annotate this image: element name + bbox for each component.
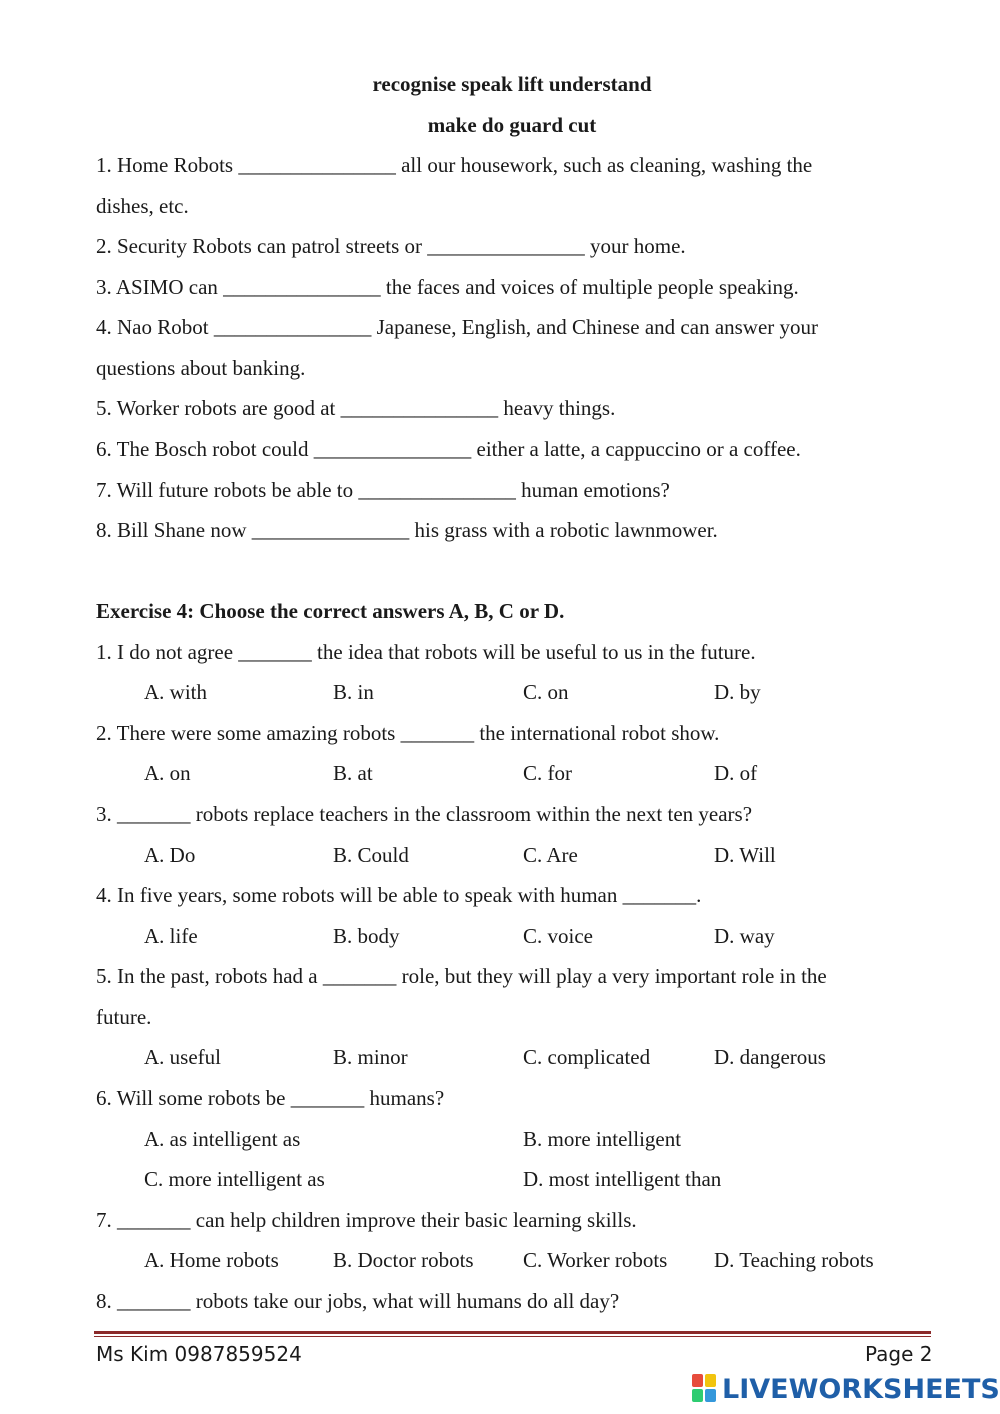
- ex4-q7-option-d: D. Teaching robots: [714, 1248, 874, 1272]
- ex4-q7-option-a: A. Home robots: [144, 1248, 279, 1272]
- ex4-q6-option-c: C. more intelligent as: [144, 1167, 325, 1191]
- ex4-q1-option-d: D. by: [714, 680, 761, 704]
- ex4-q5-option-a: A. useful: [144, 1045, 221, 1069]
- ex4-q6-option-b: B. more intelligent: [523, 1127, 682, 1151]
- liveworksheets-mark-icon: [692, 1374, 718, 1404]
- ex4-q5-option-c: C. complicated: [523, 1045, 651, 1069]
- ex4-q4-option-d: D. way: [714, 924, 775, 948]
- footer-author: Ms Kim 0987859524: [96, 1342, 302, 1366]
- ex4-q7-option-c: C. Worker robots: [523, 1248, 668, 1272]
- ex4-q2-option-c: C. for: [523, 761, 572, 785]
- liveworksheets-logo: [692, 1372, 1000, 1406]
- ex4-q5-option-d: D. dangerous: [714, 1045, 826, 1069]
- ex4-q3-option-c: C. Are: [523, 843, 578, 867]
- exercise-4-title: Exercise 4: Choose the correct answers A, B, C or D.: [96, 599, 565, 623]
- ex4-question-1: 1. I do not agree _______ the idea that robots will be useful to us in the future.: [96, 640, 756, 664]
- ex3-item-8: 8. Bill Shane now _______________ his grass with a robotic lawnmower.: [96, 518, 718, 542]
- ex4-q1-option-b: B. in: [333, 680, 374, 704]
- ex4-question-8: 8. _______ robots take our jobs, what will humans do all day?: [96, 1289, 620, 1313]
- ex4-q5-option-b: B. minor: [333, 1045, 408, 1069]
- ex4-question-3: 3. _______ robots replace teachers in the classroom within the next ten years?: [96, 802, 753, 826]
- footer-rule-thin: [94, 1336, 931, 1337]
- ex3-item-1: 1. Home Robots _______________ all our housework, such as cleaning, washing the: [96, 153, 813, 177]
- ex4-question-6: 6. Will some robots be _______ humans?: [96, 1086, 445, 1110]
- ex4-question-7: 7. _______ can help children improve their basic learning skills.: [96, 1208, 637, 1232]
- liveworksheets-wordmark: LIVEWORKSHEETS: [722, 1373, 1000, 1405]
- ex3-item-6: 6. The Bosch robot could _______________ either a latte, a cappuccino or a coffee.: [96, 437, 801, 461]
- ex4-q1-option-c: C. on: [523, 680, 569, 704]
- ex3-item-1-cont: dishes, etc.: [96, 194, 189, 218]
- ex4-q7-option-b: B. Doctor robots: [333, 1248, 474, 1272]
- footer-rule-thick: [94, 1331, 931, 1334]
- ex3-item-3: 3. ASIMO can _______________ the faces and voices of multiple people speaking.: [96, 275, 799, 299]
- ex4-q3-option-a: A. Do: [144, 843, 196, 867]
- ex4-q3-option-b: B. Could: [333, 843, 409, 867]
- ex4-q2-option-d: D. of: [714, 761, 758, 785]
- footer-page-number: Page 2: [865, 1342, 933, 1366]
- ex4-q4-option-c: C. voice: [523, 924, 593, 948]
- word-box-row-2: make do guard cut: [427, 113, 597, 137]
- ex4-question-4: 4. In five years, some robots will be able to speak with human _______.: [96, 883, 702, 907]
- ex4-q2-option-b: B. at: [333, 761, 373, 785]
- word-box-row-1: recognise speak lift understand: [372, 72, 652, 96]
- ex3-item-4: 4. Nao Robot _______________ Japanese, English, and Chinese and can answer your: [96, 315, 819, 339]
- ex4-question-5-cont: future.: [96, 1005, 152, 1029]
- ex4-q1-option-a: A. with: [144, 680, 207, 704]
- ex4-q6-option-d: D. most intelligent than: [523, 1167, 722, 1191]
- ex4-q3-option-d: D. Will: [714, 843, 776, 867]
- ex4-question-5: 5. In the past, robots had a _______ role, but they will play a very important role in the: [96, 964, 827, 988]
- ex4-q4-option-a: A. life: [144, 924, 198, 948]
- ex4-q2-option-a: A. on: [144, 761, 191, 785]
- ex4-question-2: 2. There were some amazing robots _______ the international robot show.: [96, 721, 720, 745]
- ex3-item-5: 5. Worker robots are good at _______________ heavy things.: [96, 396, 616, 420]
- ex3-item-2: 2. Security Robots can patrol streets or _______________ your home.: [96, 234, 686, 258]
- ex4-q4-option-b: B. body: [333, 924, 400, 948]
- ex3-item-7: 7. Will future robots be able to _______________ human emotions?: [96, 478, 670, 502]
- ex3-item-4-cont: questions about banking.: [96, 356, 306, 380]
- ex4-q6-option-a: A. as intelligent as: [144, 1127, 301, 1151]
